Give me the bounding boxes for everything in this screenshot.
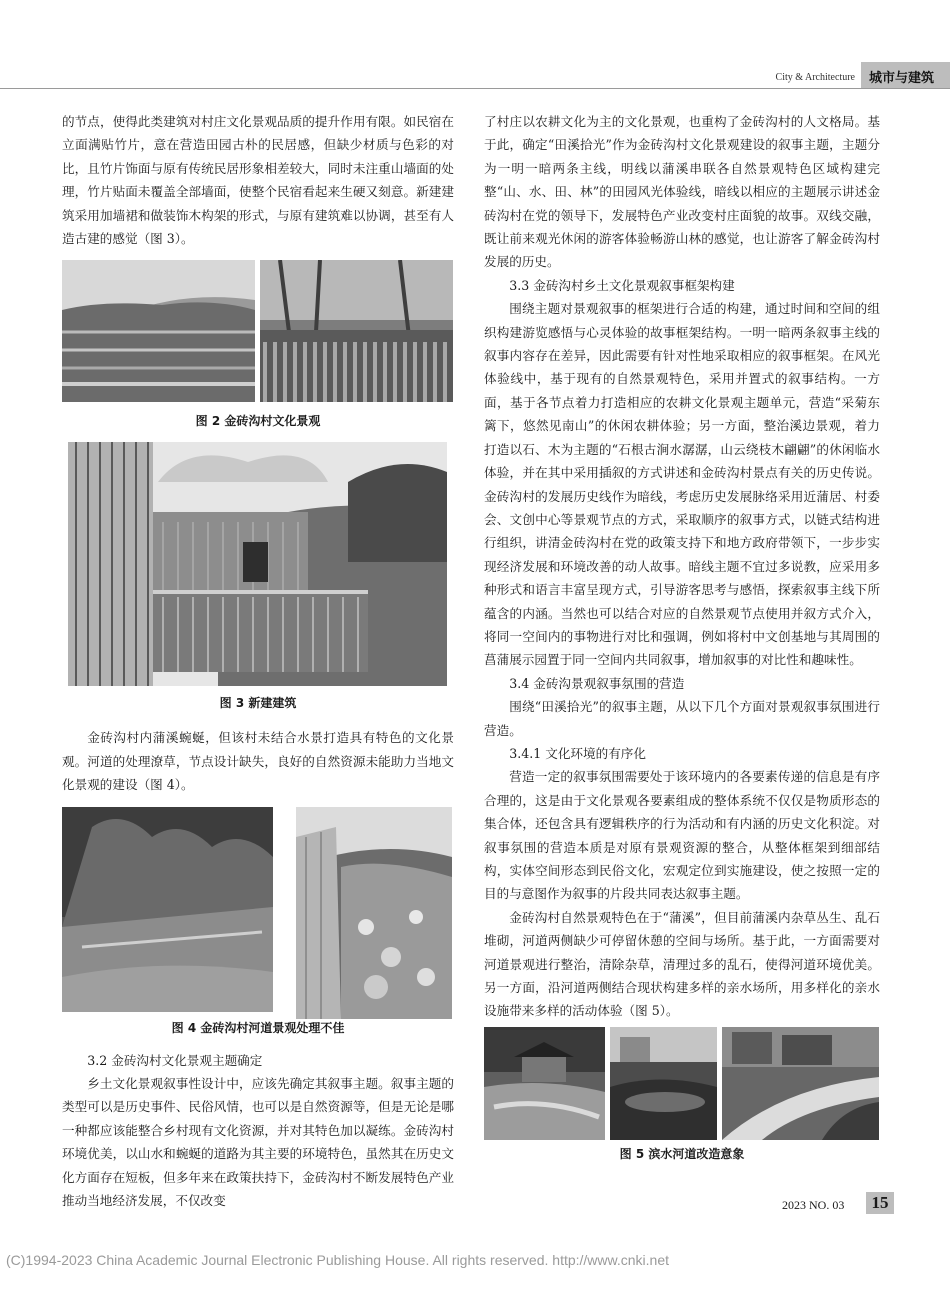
section-heading-3-3: 3.3 金砖沟村乡土文化景观叙事框架构建 bbox=[509, 277, 735, 293]
paragraph: 乡土文化景观叙事性设计中，应该先确定其叙事主题。叙事主题的类型可以是历史事件、民俗风情，也可以是自然资源等，但是无论是哪一种都应该能整合乡村现有文化资源，并对其特色加以凝练。金砖沟村环境优美，以山水和蜿蜒的道路为其主要的环境特色，虽然其在历史文化方面存在短板，但多年来在政策扶持下，金砖沟村不断发展特色产业推动当地经济发展，不仅改变 bbox=[62, 1076, 454, 1209]
figure-5-photo-riverside-path bbox=[722, 1027, 879, 1140]
figure-3-photo-new-building bbox=[68, 442, 447, 686]
figure-3-caption: 图 3 新建建筑 bbox=[219, 696, 297, 711]
paragraph: 的节点，使得此类建筑对村庄文化景观品质的提升作用有限。如民宿在立面满贴竹片，意在营造田园古朴的民居感，但缺少材质与色彩的对比，且竹片饰面与原有传统民居形象相差较大，同时未注重山墙面的处理，竹片贴面未覆盖全部墙面，使整个民宿看起来生硬又刻意。新建建筑采用加墙裙和做装饰木构架的形式，与原有建筑难以协调，甚至有人造古建的感觉（图 3）。 bbox=[62, 114, 454, 247]
paragraph: 营造一定的叙事氛围需要处于该环境内的各要素传递的信息是有序合理的，这是由于文化景观各要素组成的整体系统不仅仅是物质形态的集合体，还包含具有逻辑秩序的行为活动和有内涵的历史文化积淀。对叙事氛围的营造本质是对原有景观资源的整合，从整体框架到细部结构，实体空间形态到民俗文化，宏观定位到实施建设，使之按照一定的目的与意图作为叙事的片段共同表达叙事主题。 bbox=[484, 769, 880, 902]
paragraph: 金砖沟村内蒲溪蜿蜒，但该村未结合水景打造具有特色的文化景观。河道的处理潦草，节点设计缺失，良好的自然资源未能助力当地文化景观的建设（图 4）。 bbox=[62, 730, 454, 793]
figure-5-photo-pavilion bbox=[484, 1027, 605, 1140]
figure-2-photo-bamboo-fence bbox=[260, 260, 453, 402]
figure-5-photo-garden bbox=[610, 1027, 717, 1140]
figure-5-caption: 图 5 滨水河道改造意象 bbox=[619, 1146, 745, 1161]
section-heading-3-4: 3.4 金砖沟景观叙事氛围的营造 bbox=[509, 675, 685, 691]
running-header bbox=[776, 62, 950, 88]
copyright-watermark: (C)1994-2023 China Academic Journal Electronic Publishing House. All rights reserved. http://www.cnki.net bbox=[6, 1252, 669, 1268]
figure-2-caption: 图 2 金砖沟村文化景观 bbox=[195, 414, 321, 429]
issue-number: 2023 NO. 03 bbox=[782, 1198, 845, 1212]
section-heading-3-4-1: 3.4.1 文化环境的有序化 bbox=[509, 745, 646, 761]
figure-4-caption: 图 4 金砖沟村河道景观处理不佳 bbox=[171, 1020, 345, 1035]
figure-4-photo-river-channel bbox=[296, 807, 452, 1019]
header-rule bbox=[0, 88, 950, 89]
figure-4-photo-river-bank bbox=[62, 807, 273, 1012]
section-heading-3-2: 3.2 金砖沟村文化景观主题确定 bbox=[87, 1052, 263, 1068]
section-tag: 城市与建筑 bbox=[861, 62, 950, 88]
figure-3 bbox=[62, 442, 454, 694]
left-column bbox=[62, 110, 454, 1213]
figure-4 bbox=[62, 807, 454, 1019]
page-number: 15 bbox=[866, 1192, 894, 1214]
right-column bbox=[484, 110, 880, 1163]
figure-5 bbox=[484, 1027, 880, 1145]
paragraph: 金砖沟村自然景观特色在于“蒲溪”，但目前蒲溪内杂草丛生、乱石堆砌，河道两侧缺少可停留休憩的空间与场所。基于此，一方面需要对河道景观进行整治，清除杂草，清理过多的乱石，使得河道环境优美。另一方面，沿河道两侧结合现状构建多样的亲水场所，用多样化的亲水设施带来多样的活动体验（图 5）。 bbox=[484, 909, 880, 1019]
paragraph: 围绕主题对景观叙事的框架进行合适的构建，通过时间和空间的组织构建游览感悟与心灵体验的故事框架结构。一明一暗两条叙事主线的叙事内容存在差异，因此需要有针对性地采取相应的叙事框架。在风光体验线中，基于现有的自然景观特色，采用并置式的叙事结构。一方面，基于各节点着力打造相应的农耕文化景观主题单元，营造“采菊东篱下，悠然见南山”的休闲农耕体验；另一方面，整治溪边景观，着力打造以石、木为主题的“石根古涧水潺潺，山云绕枝木翩翩”的休闲临水体验，并在其中采用插叙的方式讲述和金砖沟村景点有关的历史传说。金砖沟村的发展历史线作为暗线，考虑历史发展脉络采用近蒲居、村委会、文创中心等景观节点的方式，采取顺序的叙事方式，以链式结构进行组织，讲清金砖沟村在党的政策支持下和地方政府带领下，一步步实现经济发展和环境改善的动人故事。暗线主题不宜过多说教，应采用多种形式和语言丰富呈现方式，引导游客思考与感悟，探索叙事主线下所蕴含的内涵。当然也可以结合对应的自然景观节点使用并叙方式介入，将同一空间内的事物进行对比和强调，例如将村中文创基地与其周围的菖蒲展示园置于同一空间内共同叙事，增加叙事的对比性和趣味性。 bbox=[484, 301, 880, 668]
paragraph: 了村庄以农耕文化为主的文化景观，也重构了金砖沟村的人文格局。基于此，确定“田溪拾光”作为金砖沟村文化景观建设的叙事主题，主题分为一明一暗两条主线，明线以蒲溪串联各自然景观特色区域构建完整“山、水、田、林”的田园风光体验线，暗线以相应的主题展示讲述金砖沟村在党的领导下，发展特色产业改变村庄面貌的故事。双线交融，既让前来观光休闲的游客体验畅游山林的感觉，也让游客了解金砖沟村发展的历史。 bbox=[484, 114, 880, 270]
figure-2-photo-terraces bbox=[62, 260, 255, 402]
journal-name-en: City & Architecture bbox=[775, 72, 855, 83]
paragraph: 围绕“田溪拾光”的叙事主题，从以下几个方面对景观叙事氛围进行营造。 bbox=[484, 699, 880, 738]
figure-2 bbox=[62, 260, 454, 412]
